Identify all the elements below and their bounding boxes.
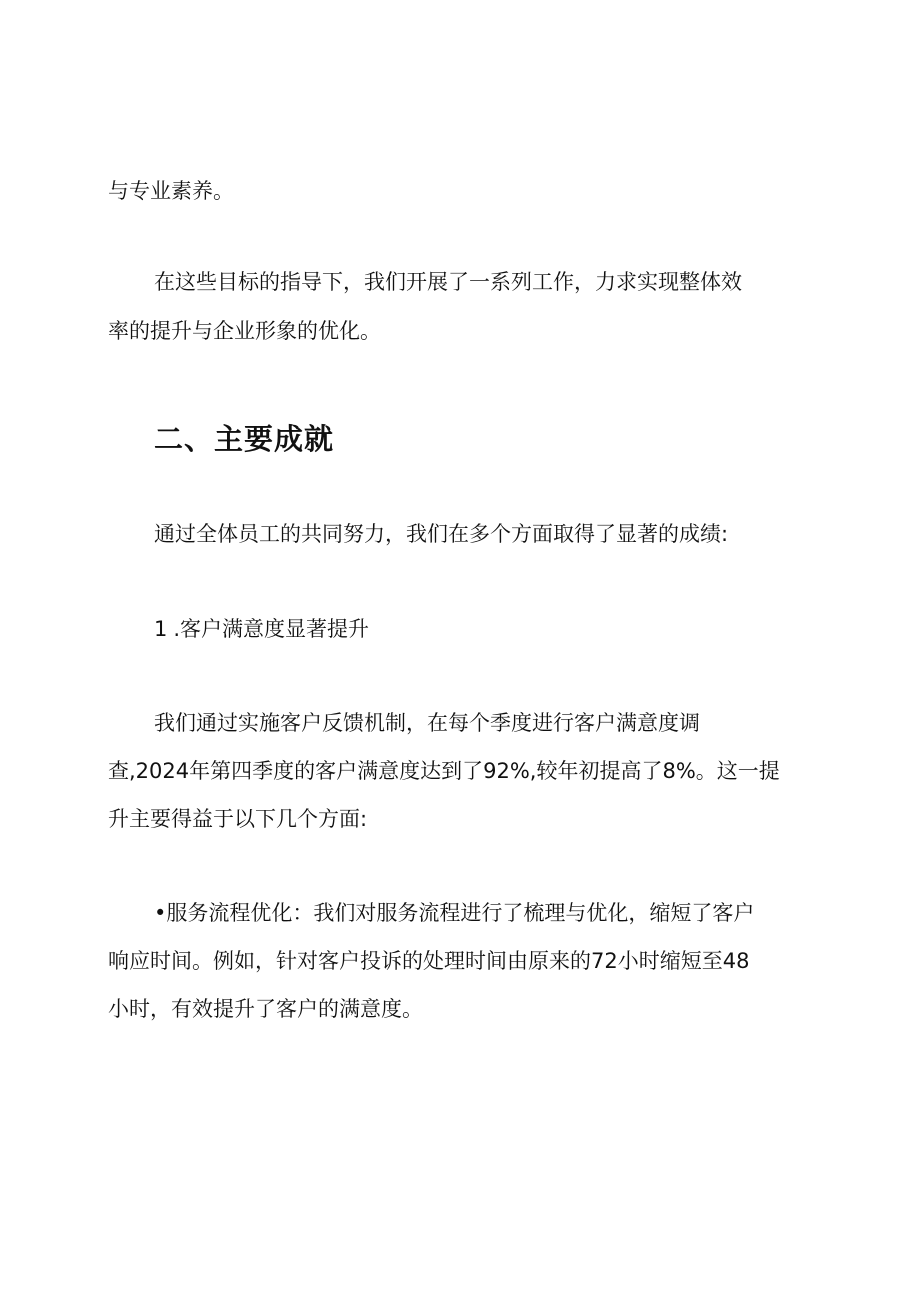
section-heading: 二、主要成就 — [154, 422, 335, 456]
list-number: 1 — [154, 617, 168, 641]
list-title: .客户满意度显著提升 — [173, 617, 370, 641]
paragraph-line: 通过全体员工的共同努力，我们在多个方面取得了显著的成绩: — [154, 522, 729, 546]
numbered-item-title — [154, 614, 369, 644]
bullet-line: 小时，有效提升了客户的满意度。 — [108, 997, 423, 1021]
paragraph-line: 在这些目标的指导下，我们开展了一系列工作，力求实现整体效 — [154, 270, 742, 294]
bullet-line: •服务流程优化：我们对服务流程进行了梳理与优化，缩短了客户 — [154, 901, 755, 925]
paragraph-line: 查,2024年第四季度的客户满意度达到了92%,较年初提高了8%。这一提 — [108, 759, 780, 783]
paragraph-line: 我们通过实施客户反馈机制，在每个季度进行客户满意度调 — [154, 711, 700, 735]
bullet-line: 响应时间。例如，针对客户投诉的处理时间由原来的72小时缩短至48 — [108, 949, 750, 973]
paragraph-line: 与专业素养。 — [108, 179, 234, 203]
paragraph-line: 升主要得益于以下几个方面: — [108, 807, 368, 831]
paragraph-line: 率的提升与企业形象的优化。 — [108, 319, 381, 343]
